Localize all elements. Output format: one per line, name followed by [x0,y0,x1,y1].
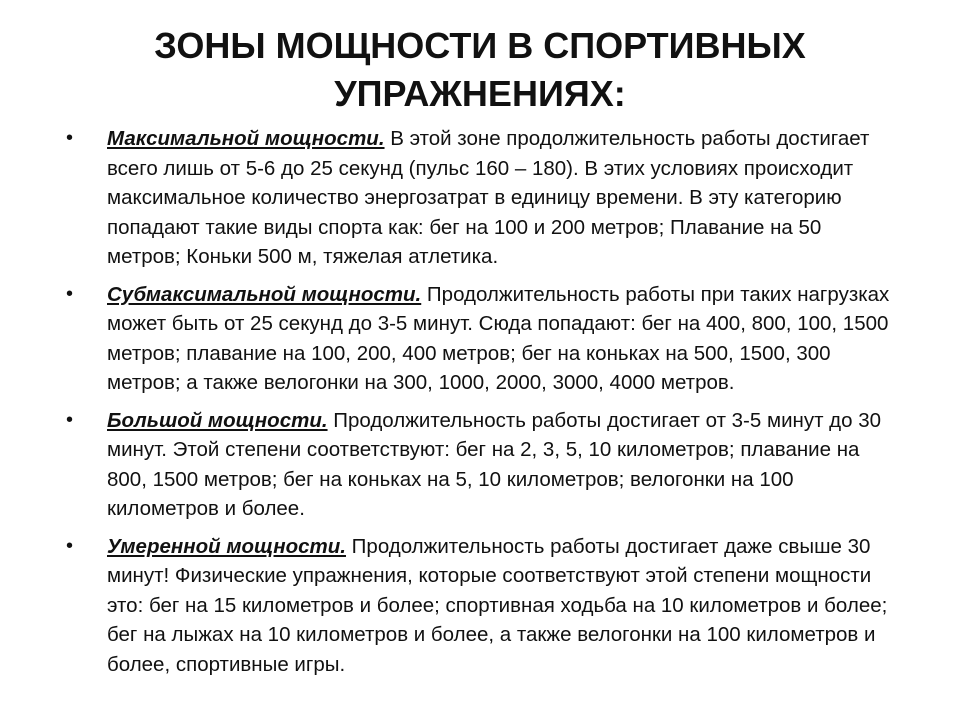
bullet-icon: • [66,534,74,557]
bullet-icon: • [66,127,74,149]
zone-term: Умеренной мощности. [107,534,346,558]
bullet-list [66,124,894,687]
bullet-icon: • [66,408,74,431]
zone-term: Субмаксимальной мощности. [107,282,422,306]
list-item-high [66,406,894,524]
title-line-1: ЗОНЫ МОЩНОСТИ В СПОРТИВНЫХ [154,25,806,66]
zone-term: Большой мощности. [107,408,328,432]
list-item-moderate [66,532,894,680]
zone-description: Продолжительность работы достигает даже свыше 30 минут! Физические упражнения, которые соответствуют этой степени мощности это: бег на 15 километров и более; спортивная ходьба на 10 километров и более; бег на лыжах на 10 километров и более, а также велогонки на 100 километров и более, спортивные игры. [107,534,888,676]
zone-term: Максимальной мощности. [107,127,385,150]
zone-description: В этой зоне продолжительность работы достигает всего лишь от 5-6 до 25 секунд (пульс 160 – 180). В этих условиях происходит максимальное количество энергозатрат в единицу времени. В эту категорию попадают такие виды спорта как: бег на 100 и 200 метров; Плавание на 50 метров; Коньки 500 м, тяжелая атлетика. [107,127,870,268]
bullet-icon: • [66,282,74,305]
list-item-submaximal [66,280,894,398]
list-item-maximal [66,124,894,272]
zone-description: Продолжительность работы достигает от 3-5 минут до 30 минут. Этой степени соответствуют: бег на 2, 3, 5, 10 километров; плавание на 800, 1500 метров; бег на коньках на 5, 10 километров; велогонки на 100 километров и более. [107,408,882,520]
slide-title [80,22,880,118]
zone-description: Продолжительность работы при таких нагрузках может быть от 25 секунд до 3-5 минут. Сюда попадают: бег на 400, 800, 100, 1500 метров; плавание на 100, 200, 400 метров; бег на коньках на 500, 1500, 300 метров; а также велогонки на 300, 1000, 2000, 3000, 4000 метров. [107,282,890,394]
title-line-2: УПРАЖНЕНИЯХ: [334,73,626,114]
